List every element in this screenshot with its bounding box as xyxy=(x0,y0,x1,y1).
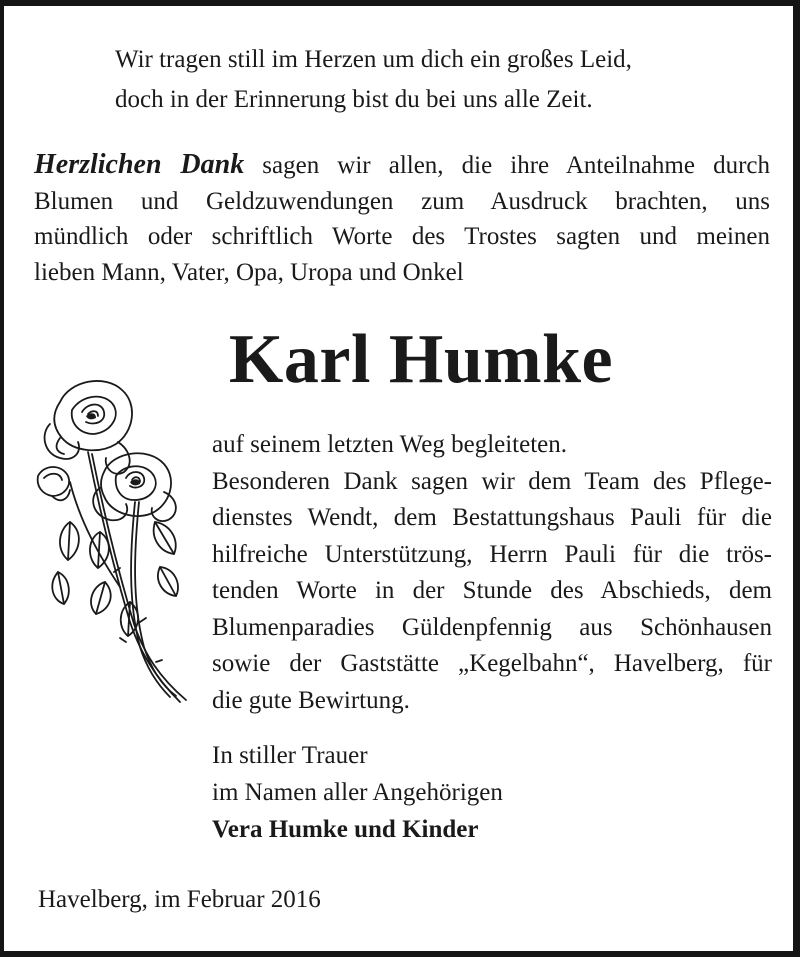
thanks-line-1 xyxy=(34,147,770,184)
thanks-line-4: lieben Mann, Vater, Opa, Uropa und Onkel xyxy=(34,258,464,286)
body-line-8: die gute Bewirtung. xyxy=(212,686,410,714)
thanks-line-2: Blumen und Geldzuwendungen zum Ausdruck brachten, uns xyxy=(34,187,770,215)
body-line-5: tenden Worte in der Stunde des Abschieds, dem xyxy=(212,577,772,604)
thanks-body xyxy=(212,427,772,719)
closing-line-2: im Namen aller Angehörigen xyxy=(212,779,503,806)
thanks-line-1-text: sagen wir allen, die ihre Anteilnahme durch xyxy=(244,152,770,179)
body-line-6: Blumenparadies Güldenpfennig aus Schönhausen xyxy=(212,613,772,641)
body-line-4: hilfreiche Unterstützung, Herrn Pauli für die trös- xyxy=(212,540,772,568)
body-line-2: Besonderen Dank sagen wir dem Team des Pflege- xyxy=(212,467,772,495)
body-line-3: dienstes Wendt, dem Bestattungshaus Pauli für die xyxy=(212,504,772,531)
body-line-7: sowie der Gaststätte „Kegelbahn“, Havelberg, für xyxy=(212,650,772,677)
roses-illustration-icon xyxy=(30,372,200,712)
thanks-paragraph xyxy=(34,147,770,290)
place-date: Havelberg, im Februar 2016 xyxy=(38,886,321,913)
body-line-1: auf seinem letzten Weg begleiteten. xyxy=(212,431,568,458)
closing-line-1: In stiller Trauer xyxy=(212,742,368,769)
motto-line-1: Wir tragen still im Herzen um dich ein großes Leid, xyxy=(115,46,632,73)
motto-line-2: doch in der Erinnerung bist du bei uns alle Zeit. xyxy=(115,86,593,113)
signer-name: Vera Humke und Kinder xyxy=(212,816,479,843)
thanks-lead: Herzlichen Dank xyxy=(34,149,245,180)
thanks-line-3: mündlich oder schriftlich Worte des Trostes sagten und meinen xyxy=(34,223,770,250)
closing-block xyxy=(212,737,712,848)
motto-verse xyxy=(115,40,695,120)
deceased-name: Karl Humke xyxy=(228,321,614,398)
